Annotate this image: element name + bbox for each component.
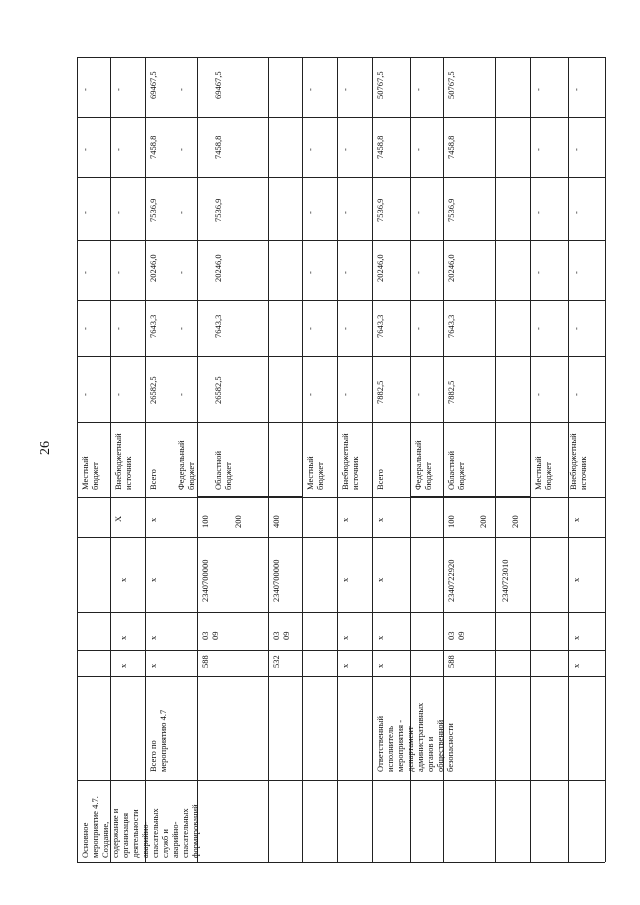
empty-dash: - — [413, 211, 423, 214]
source-local: Местный бюджет — [80, 456, 100, 490]
grbs-code: 588 — [446, 655, 456, 668]
empty-dash: - — [113, 327, 123, 330]
grid-line — [77, 650, 605, 651]
vr-code: 200 — [478, 515, 488, 528]
source-federal: Федеральный бюджет — [176, 440, 196, 490]
x-mark: х — [375, 577, 385, 582]
source-extra: Внебюджетный источник — [340, 433, 360, 490]
vr-code: 200 — [510, 515, 520, 528]
amount-regional: 20246,0 — [213, 254, 223, 282]
amount-total: 7458,8 — [148, 135, 158, 159]
grid-line — [77, 356, 605, 357]
grid-line — [77, 177, 605, 178]
x-mark: х — [571, 517, 581, 522]
empty-dash: - — [340, 393, 350, 396]
empty-dash: - — [571, 148, 581, 151]
grid-line — [410, 496, 530, 497]
empty-dash: - — [176, 393, 186, 396]
grid-line — [197, 496, 302, 497]
x-mark: х — [340, 635, 350, 640]
empty-dash: - — [80, 327, 90, 330]
amount-regional: 7643,3 — [213, 314, 223, 338]
csr-code: 2340722920 — [446, 559, 456, 602]
empty-dash: - — [533, 393, 543, 396]
empty-dash: - — [413, 271, 423, 274]
amount-regional: 7458,8 — [213, 135, 223, 159]
empty-dash: - — [113, 271, 123, 274]
empty-dash: - — [571, 88, 581, 91]
amount-total: 20246,0 — [148, 254, 158, 282]
amount-total: 50767,5 — [375, 71, 385, 99]
x-mark: х — [375, 663, 385, 668]
x-mark: х — [340, 663, 350, 668]
grid-line — [77, 422, 605, 423]
x-mark: х — [148, 577, 158, 582]
empty-dash: - — [571, 327, 581, 330]
source-local: Местный бюджет — [305, 456, 325, 490]
amount-total: 20246,0 — [375, 254, 385, 282]
x-mark: х — [375, 635, 385, 640]
vr-code: 100 — [200, 515, 210, 528]
page-number: 26 — [38, 441, 53, 455]
csr-code: 2340700000 — [200, 559, 210, 602]
empty-dash: - — [80, 271, 90, 274]
amount-regional: 50767,5 — [446, 71, 456, 99]
source-total: Всего — [148, 469, 158, 490]
x-mark: х — [375, 517, 385, 522]
empty-dash: - — [413, 393, 423, 396]
csr-code: 2340723010 — [500, 559, 510, 602]
empty-dash: - — [533, 148, 543, 151]
empty-dash: - — [305, 393, 315, 396]
grbs-code: 588 — [200, 655, 210, 668]
amount-total: 7882,5 — [375, 380, 385, 404]
empty-dash: - — [533, 211, 543, 214]
empty-dash: - — [113, 88, 123, 91]
amount-regional: 26582,5 — [213, 376, 223, 404]
empty-dash: - — [340, 327, 350, 330]
amount-regional: 7458,8 — [446, 135, 456, 159]
rz-pr-code: 03 09 — [271, 631, 291, 640]
grid-line — [77, 57, 605, 58]
grid-line — [77, 240, 605, 241]
empty-dash: - — [340, 271, 350, 274]
empty-dash: - — [340, 211, 350, 214]
amount-regional: 20246,0 — [446, 254, 456, 282]
empty-dash: - — [176, 211, 186, 214]
x-mark: х — [340, 577, 350, 582]
grid-line — [605, 57, 606, 862]
empty-dash: - — [305, 148, 315, 151]
amount-total: 69467,5 — [148, 71, 158, 99]
x-mark: х — [571, 663, 581, 668]
grid-line — [77, 300, 605, 301]
x-mark: х — [118, 635, 128, 640]
grid-line — [77, 676, 605, 677]
grid-line — [77, 612, 605, 613]
x-mark: х — [148, 517, 158, 522]
empty-dash: - — [80, 393, 90, 396]
amount-total: 7643,3 — [148, 314, 158, 338]
grbs-code: 532 — [271, 655, 281, 668]
x-mark: х — [118, 663, 128, 668]
csr-code: 2340700000 — [271, 559, 281, 602]
x-mark: х — [571, 635, 581, 640]
empty-dash: - — [176, 148, 186, 151]
empty-dash: - — [340, 88, 350, 91]
amount-total: 26582,5 — [148, 376, 158, 404]
source-extra: Внебюджетный источник — [113, 433, 133, 490]
x-mark: х — [340, 517, 350, 522]
empty-dash: - — [176, 271, 186, 274]
empty-dash: - — [305, 211, 315, 214]
empty-dash: - — [413, 88, 423, 91]
grid-line — [77, 497, 605, 498]
empty-dash: - — [113, 148, 123, 151]
empty-dash: - — [571, 393, 581, 396]
rz-pr-code: 03 09 — [446, 631, 466, 640]
empty-dash: - — [533, 327, 543, 330]
amount-total: 7643,3 — [375, 314, 385, 338]
amount-regional: 69467,5 — [213, 71, 223, 99]
empty-dash: - — [533, 271, 543, 274]
empty-dash: - — [533, 88, 543, 91]
grid-line — [77, 117, 605, 118]
x-mark: Х — [113, 515, 123, 522]
empty-dash: - — [113, 211, 123, 214]
empty-dash: - — [176, 327, 186, 330]
amount-total: 7536,9 — [148, 198, 158, 222]
grid-line — [77, 862, 605, 863]
empty-dash: - — [571, 271, 581, 274]
amount-regional: 7882,5 — [446, 380, 456, 404]
amount-total: 7458,8 — [375, 135, 385, 159]
source-regional: Областной бюджет — [213, 450, 233, 490]
grid-line — [77, 780, 605, 781]
empty-dash: - — [305, 88, 315, 91]
block1-label: Всего по мероприятию 4.7 — [148, 709, 168, 772]
amount-regional: 7536,9 — [446, 198, 456, 222]
empty-dash: - — [113, 393, 123, 396]
amount-total: 7536,9 — [375, 198, 385, 222]
vr-code: 100 — [446, 515, 456, 528]
block2-label: Ответственный исполнитель мероприятия - департамент административных органов и общественной безопасности — [375, 702, 455, 772]
main-event-label: Основное мероприятие 4.7. Создание, содержание и организация деятельности аварийно- спасательных служб и аварийно- спасательных формирований — [80, 796, 200, 858]
vr-code: 400 — [271, 515, 281, 528]
empty-dash: - — [80, 88, 90, 91]
amount-regional: 7643,3 — [446, 314, 456, 338]
empty-dash: - — [80, 148, 90, 151]
rz-pr-code: 03 09 — [200, 631, 220, 640]
x-mark: х — [118, 577, 128, 582]
source-federal: Федеральный бюджет — [413, 440, 433, 490]
source-extra: Внебюджетный источник — [568, 433, 588, 490]
empty-dash: - — [176, 88, 186, 91]
empty-dash: - — [340, 148, 350, 151]
vr-code: 200 — [233, 515, 243, 528]
empty-dash: - — [80, 211, 90, 214]
empty-dash: - — [571, 211, 581, 214]
x-mark: х — [148, 663, 158, 668]
empty-dash: - — [305, 327, 315, 330]
empty-dash: - — [413, 327, 423, 330]
x-mark: х — [148, 635, 158, 640]
empty-dash: - — [413, 148, 423, 151]
empty-dash: - — [305, 271, 315, 274]
source-total: Всего — [375, 469, 385, 490]
grid-line — [77, 537, 605, 538]
source-local: Местный бюджет — [533, 456, 553, 490]
source-regional: Областной бюджет — [446, 450, 466, 490]
x-mark: х — [571, 577, 581, 582]
amount-regional: 7536,9 — [213, 198, 223, 222]
